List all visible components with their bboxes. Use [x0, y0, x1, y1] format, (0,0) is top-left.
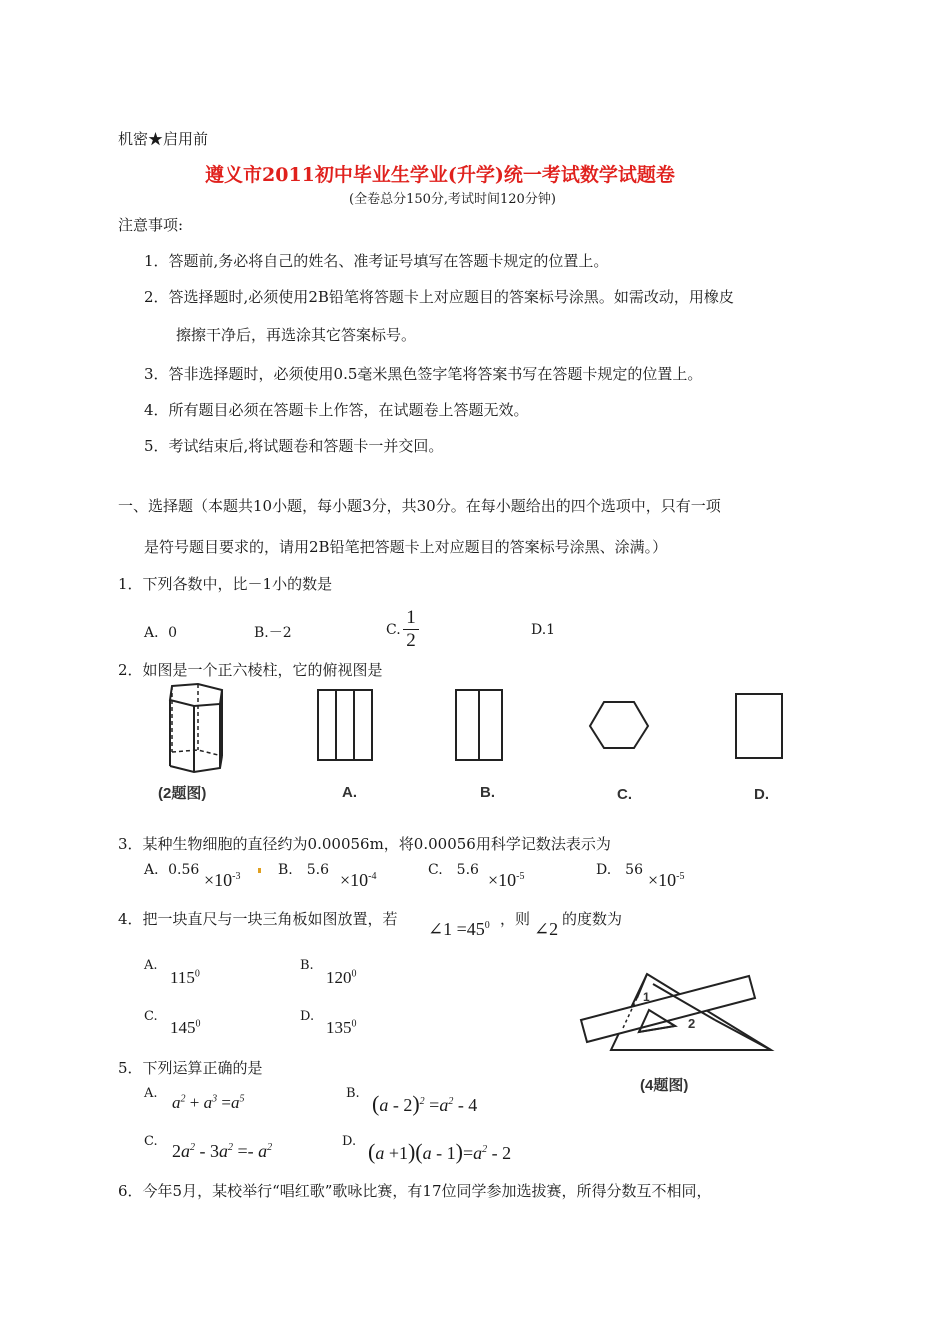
q4-option-a-label: A. [144, 958, 158, 973]
note-item: 3．答非选择题时，必须使用0.5毫米黑色签字笔将答案书写在答题卡规定的位置上。 [144, 365, 703, 383]
exam-subtitle: (全卷总分150分,考试时间120分钟) [349, 192, 556, 207]
q2-caption-b: B. [480, 784, 495, 801]
fraction-numerator: 1 [406, 607, 416, 628]
q3-option-b-power [340, 870, 377, 891]
q5-option-d-expression: $(a +1)(a - 1)=a^2 - 2$ [368, 1139, 512, 1164]
confidential-label: 机密★启用前 [118, 130, 209, 148]
q4-angle2: ∠2 [534, 919, 559, 939]
question-4-stem: 4．把一块直尺与一块三角板如图放置，若 [118, 910, 398, 928]
option-a-view [318, 690, 372, 760]
q4-angle1-expression [428, 919, 490, 940]
q4-ruler-triangle-figure [575, 968, 780, 1060]
degree-mark: 0 [351, 1018, 357, 1030]
exam-title: 遵义市2011初中毕业生学业(升学)统一考试数学试题卷 [205, 164, 675, 186]
q4-option-b-value [326, 968, 357, 988]
q1-option-b: B.－2 [254, 625, 292, 641]
q3-option-c-label: C. 5.6 [428, 862, 479, 878]
notes-heading: 注意事项: [118, 216, 184, 234]
q1-option-c-label: C. [386, 622, 401, 638]
angle-1-value: ∠1 =45 [428, 919, 485, 939]
degree-mark: 0 [351, 968, 357, 980]
q5-option-a-expression: $a^2 + a^3 =a^5$ [172, 1093, 245, 1112]
q4-option-c-label: C. [144, 1009, 158, 1024]
q4-option-d-value [326, 1018, 357, 1038]
question-3-stem: 3．某种生物细胞的直径约为0.00056m，将0.00056用科学记数法表示为 [118, 835, 611, 853]
times-ten: ×10 [204, 870, 233, 890]
q2-caption-a: A. [342, 784, 357, 801]
option-c-view [590, 702, 648, 748]
question-2-stem: 2．如图是一个正六棱柱，它的俯视图是 [118, 661, 383, 679]
q5-option-d-label: D. [342, 1134, 357, 1149]
note-item: 1．答题前,务必将自己的姓名、准考证号填写在答题卡规定的位置上。 [144, 252, 609, 270]
question-5-stem: 5．下列运算正确的是 [118, 1059, 263, 1077]
angle-value: 135 [326, 1018, 352, 1037]
q4-stem-mid: ，则 [500, 910, 531, 928]
question-6-stem: 6．今年5月，某校举行“唱红歌”歌咏比赛，有17位同学参加选拔赛，所得分数互不相同， [118, 1182, 712, 1200]
note-item: 4．所有题目必须在答题卡上作答，在试题卷上答题无效。 [144, 401, 529, 419]
times-ten: ×10 [648, 870, 677, 890]
q4-option-c-value [170, 1018, 201, 1038]
degree-mark: 0 [484, 920, 490, 931]
q4-figure-label-2: 2 [688, 1016, 696, 1031]
q3-option-a-power [204, 870, 241, 891]
q5-option-a-label: A. [144, 1086, 158, 1101]
angle-value: 145 [170, 1018, 196, 1037]
q2-caption-d: D. [754, 786, 769, 803]
q4-option-d-label: D. [300, 1009, 315, 1024]
note-item: 5．考试结束后,将试题卷和答题卡一并交回。 [144, 437, 444, 455]
stray-mark [258, 868, 261, 873]
q5-option-b-expression: $(a - 2)^2 =a^2 - 4$ [372, 1091, 478, 1116]
option-d-view [736, 694, 782, 758]
q4-figure-caption: (4题图) [640, 1077, 689, 1094]
times-ten: ×10 [340, 870, 369, 890]
q3-option-a-label: A．0.56 [144, 862, 200, 878]
q4-stem-tail: 的度数为 [562, 910, 623, 928]
q1-option-d: D.1 [531, 622, 556, 638]
times-ten: ×10 [488, 870, 517, 890]
section-heading-cont: 是符号题目要求的，请用2B铅笔把答题卡上对应题目的答案标号涂黑、涂满。） [144, 538, 668, 556]
angle-value: 115 [170, 968, 195, 987]
q5-option-b-label: B. [346, 1086, 360, 1101]
q3-option-c-power [488, 870, 525, 891]
degree-mark: 0 [194, 968, 200, 980]
q4-option-b-label: B. [300, 958, 314, 973]
q5-option-c-expression: $2a^2 - 3a^2 =- a^2$ [172, 1141, 273, 1161]
q3-option-d-label: D. 56 [596, 862, 643, 878]
question-1-stem: 1．下列各数中，比－1小的数是 [118, 575, 333, 593]
option-b-view [456, 690, 502, 760]
q4-option-a-value [170, 968, 200, 988]
exponent: -5 [516, 871, 525, 882]
q2-caption-c: C. [617, 786, 632, 803]
fraction-denominator: 2 [406, 630, 416, 651]
degree-mark: 0 [195, 1018, 201, 1030]
q4-figure-label-1: 1 [643, 990, 650, 1004]
angle-value: 120 [326, 968, 352, 987]
q2-figure-caption: (2题图) [158, 785, 207, 802]
exponent: -5 [676, 871, 685, 882]
note-item: 2．答选择题时,必须使用2B铅笔将答题卡上对应题目的答案标号涂黑。如需改动，用橡皮 [144, 288, 734, 306]
q1-option-a: A．0 [144, 625, 178, 641]
q1-option-c-fraction [403, 608, 419, 651]
section-heading: 一、选择题（本题共10小题，每小题3分，共30分。在每小题给出的四个选项中，只有一项 [118, 497, 721, 515]
hexagonal-prism-figure [170, 684, 222, 772]
q3-option-d-power [648, 870, 685, 891]
q3-option-b-label: B. 5.6 [278, 862, 330, 878]
exponent: -3 [232, 871, 241, 882]
q5-option-c-label: C. [144, 1134, 158, 1149]
note-item: 擦擦干净后，再选涂其它答案标号。 [176, 326, 417, 344]
exponent: -4 [368, 871, 377, 882]
